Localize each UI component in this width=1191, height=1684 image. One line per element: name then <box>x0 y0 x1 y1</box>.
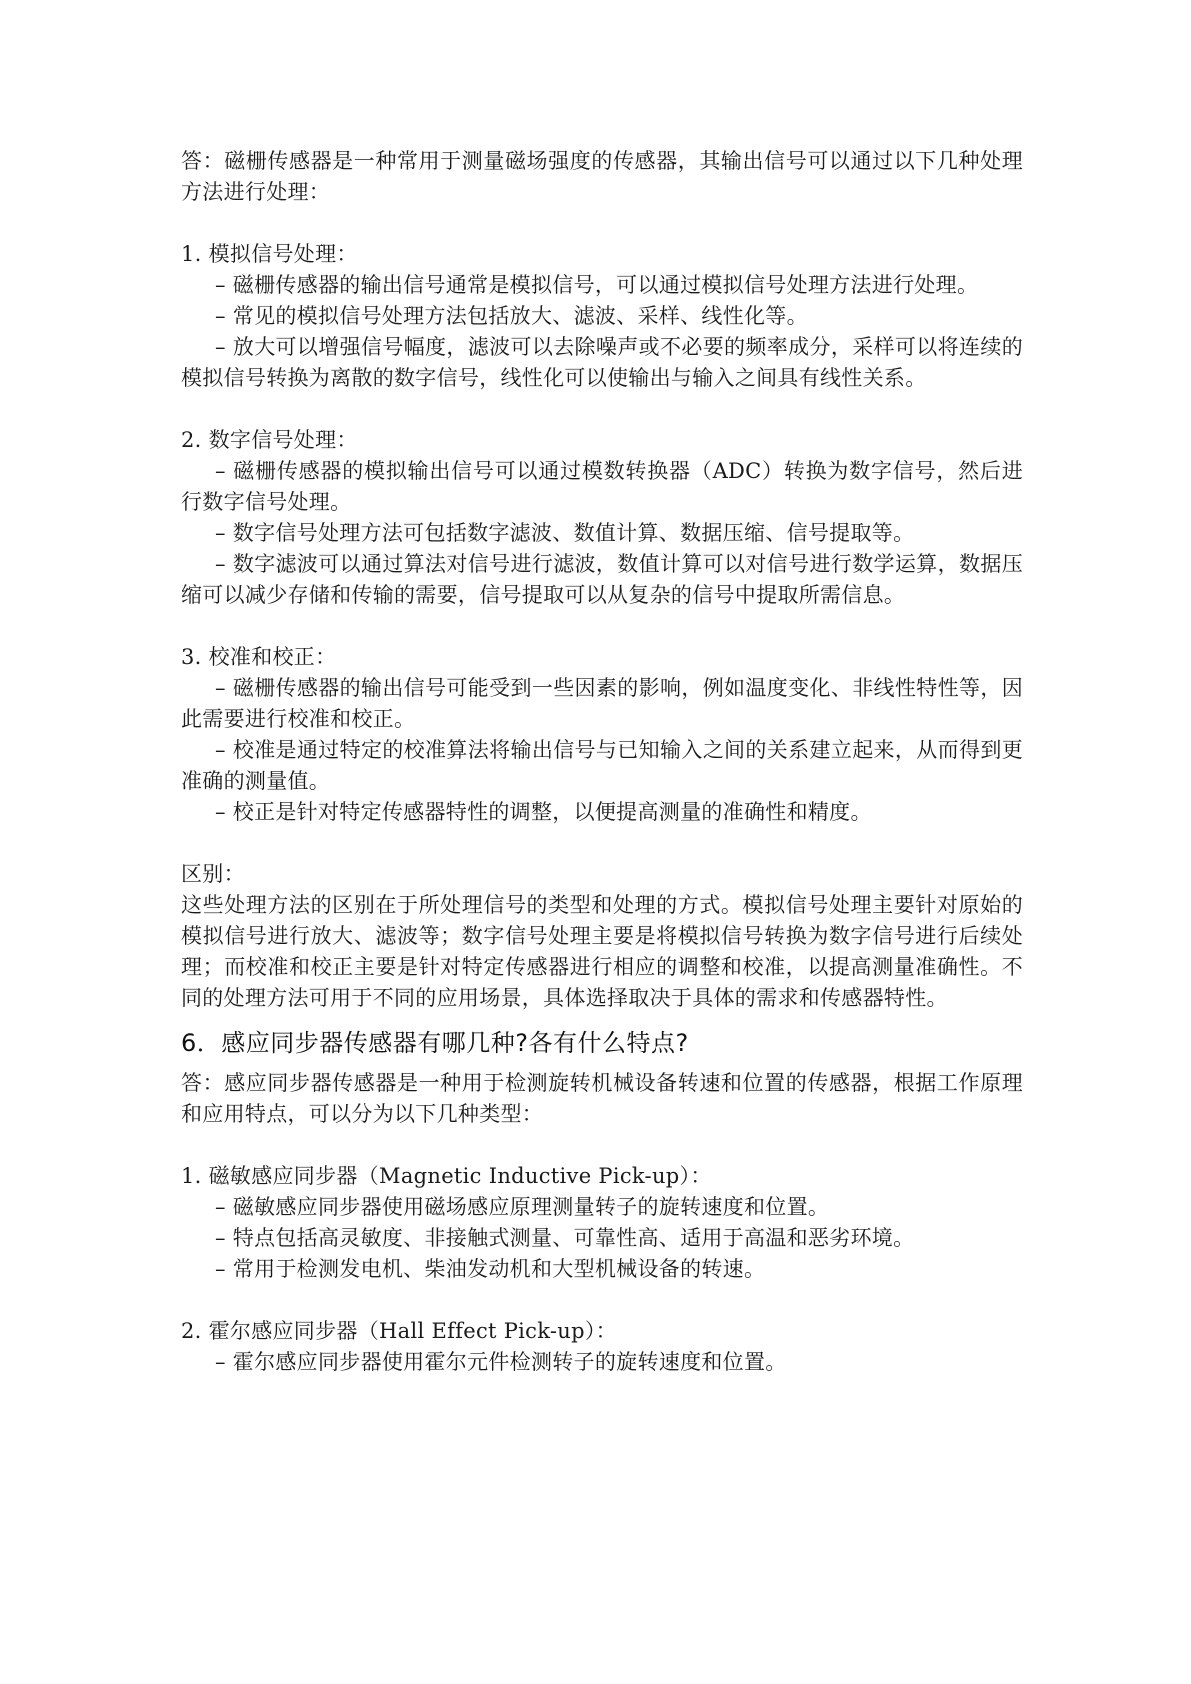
list-item-analog <box>181 239 1023 394</box>
list-item-magnetic-pickup <box>181 1161 1023 1285</box>
difference-text: 这些处理方法的区别在于所处理信号的类型和处理的方式。模拟信号处理主要针对原始的模拟信号进行放大、滤波等；数字信号处理主要是将模拟信号转换为数字信号进行后续处理；而校准和校正主要是针对特定传感器进行相应的调整和校准，以提高测量准确性。不同的处理方法可用于不同的应用场景，具体选择取决于具体的需求和传感器特性。 <box>181 893 1023 1010</box>
difference-label: 区别： <box>181 862 245 886</box>
item-title: 2. 霍尔感应同步器（Hall Effect Pick-up）： <box>181 1319 617 1343</box>
item-title: 2. 数字信号处理： <box>181 428 358 452</box>
spacer <box>181 1285 1023 1316</box>
page-content <box>181 146 1023 1378</box>
bullet-line: – 磁栅传感器的输出信号可能受到一些因素的影响，例如温度变化、非线性特性等，因此需要进行校准和校正。 <box>181 676 1023 731</box>
spacer <box>181 828 1023 859</box>
list-item-hall-pickup <box>181 1316 1023 1378</box>
difference-block <box>181 859 1023 1014</box>
item-title: 1. 模拟信号处理： <box>181 242 358 266</box>
bullet-line: – 常用于检测发电机、柴油发动机和大型机械设备的转速。 <box>215 1257 766 1281</box>
list-item-calibration <box>181 642 1023 828</box>
section-answer: 答：感应同步器传感器是一种用于检测旋转机械设备转速和位置的传感器，根据工作原理和应用特点，可以分为以下几种类型： <box>181 1071 1023 1126</box>
bullet-line: – 霍尔感应同步器使用霍尔元件检测转子的旋转速度和位置。 <box>215 1350 787 1374</box>
bullet-line: – 常见的模拟信号处理方法包括放大、滤波、采样、线性化等。 <box>215 304 808 328</box>
bullet-line: – 特点包括高灵敏度、非接触式测量、可靠性高、适用于高温和恶劣环境。 <box>215 1226 915 1250</box>
item-title: 1. 磁敏感应同步器（Magnetic Inductive Pick-up）： <box>181 1164 712 1188</box>
list-item-digital <box>181 425 1023 611</box>
item-title: 3. 校准和校正： <box>181 645 337 669</box>
section-heading: 6．感应同步器传感器有哪几种?各有什么特点? <box>181 1029 689 1057</box>
bullet-line: – 放大可以增强信号幅度，滤波可以去除噪声或不必要的频率成分，采样可以将连续的模拟信号转换为离散的数字信号，线性化可以使输出与输入之间具有线性关系。 <box>181 335 1023 390</box>
bullet-line: – 磁栅传感器的模拟输出信号可以通过模数转换器（ADC）转换为数字信号，然后进行数字信号处理。 <box>181 459 1023 514</box>
bullet-line: – 磁栅传感器的输出信号通常是模拟信号，可以通过模拟信号处理方法进行处理。 <box>215 273 979 297</box>
spacer <box>181 394 1023 425</box>
bullet-line: – 磁敏感应同步器使用磁场感应原理测量转子的旋转速度和位置。 <box>215 1195 830 1219</box>
bullet-line: – 校准是通过特定的校准算法将输出信号与已知输入之间的关系建立起来，从而得到更准确的测量值。 <box>181 738 1023 793</box>
bullet-line: – 数字信号处理方法可包括数字滤波、数值计算、数据压缩、信号提取等。 <box>215 521 915 545</box>
bullet-line: – 校正是针对特定传感器特性的调整，以便提高测量的准确性和精度。 <box>215 800 872 824</box>
bullet-line: – 数字滤波可以通过算法对信号进行滤波，数值计算可以对信号进行数学运算，数据压缩可以减少存储和传输的需要，信号提取可以从复杂的信号中提取所需信息。 <box>181 552 1023 607</box>
spacer <box>181 1130 1023 1161</box>
spacer <box>181 208 1023 239</box>
intro-answer: 答：磁栅传感器是一种常用于测量磁场强度的传感器，其输出信号可以通过以下几种处理方法进行处理： <box>181 149 1023 204</box>
spacer <box>181 611 1023 642</box>
